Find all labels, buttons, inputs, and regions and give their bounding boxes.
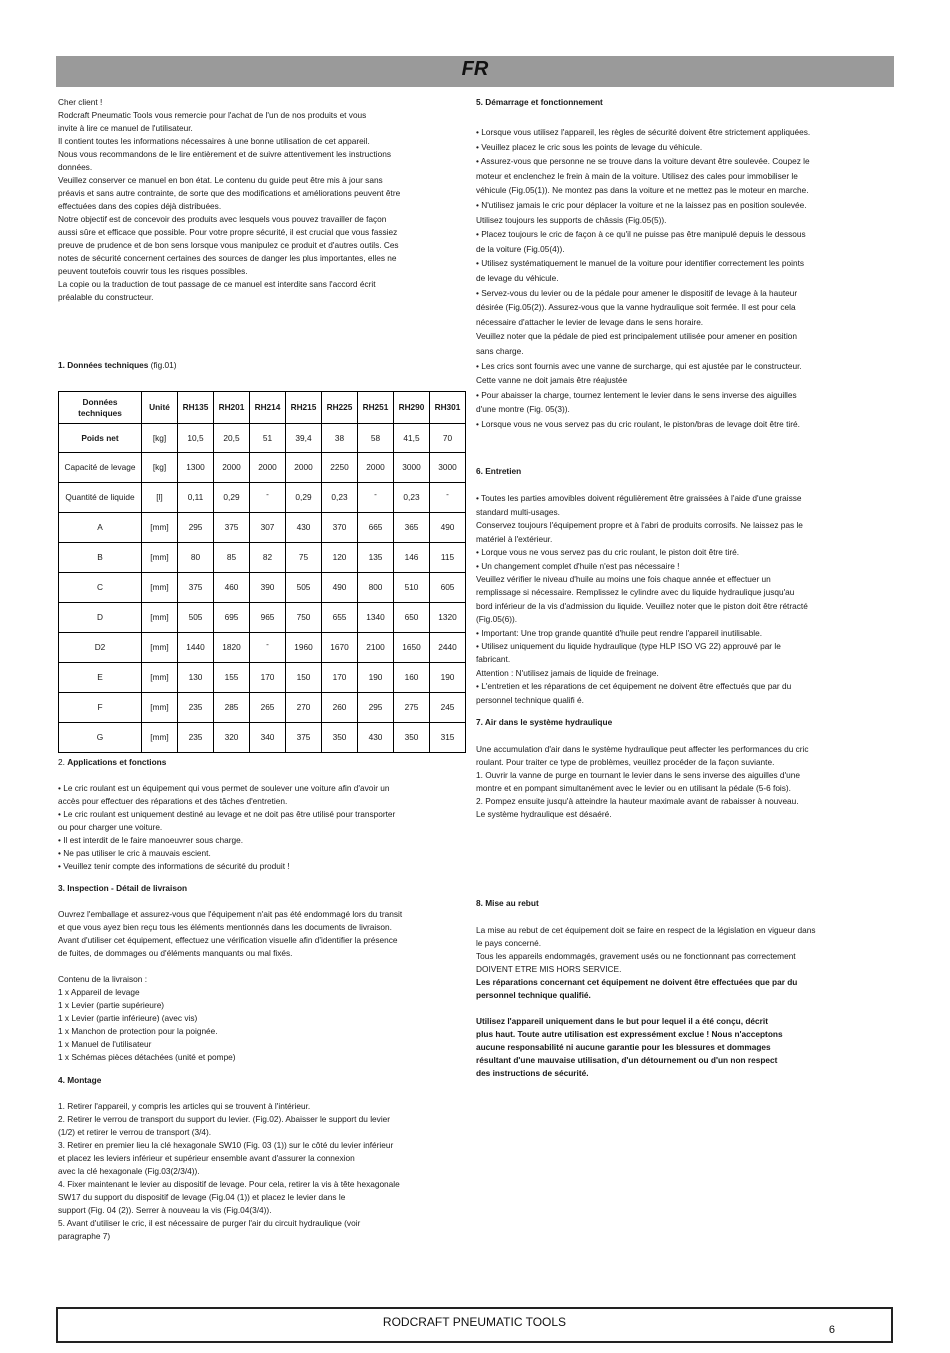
section-4-text (58, 1100, 468, 1243)
table-header-cell: RH301 (430, 392, 466, 424)
text-line: • Utilisez systématiquement le manuel de la voiture pour identifier correctement les points (476, 258, 805, 269)
unit-cell: [mm] (142, 603, 178, 633)
text-line: Conservez toujours l'équipement propre et à l'abri de produits corrosifs. Ne laissez pas le (476, 520, 803, 531)
value-cell: 375 (286, 723, 322, 753)
value-cell: - (250, 633, 286, 663)
value-cell: 1820 (214, 633, 250, 663)
text-line: paragraphe 7) (58, 1231, 111, 1241)
delivery-contents-list (58, 986, 468, 1064)
value-cell: - (250, 483, 286, 513)
text-line: personnel technique qualifi é. (476, 694, 584, 705)
section-6-heading: 6. Entretien (476, 466, 522, 477)
table-body (59, 424, 466, 753)
value-cell: 41,5 (394, 424, 430, 453)
value-cell: 340 (250, 723, 286, 753)
value-cell: 3000 (430, 453, 466, 483)
value-cell: 375 (214, 513, 250, 543)
value-cell: 2000 (250, 453, 286, 483)
row-label: F (59, 693, 142, 723)
value-cell: 190 (358, 663, 394, 693)
value-cell: 20,5 (214, 424, 250, 453)
value-cell: 0,11 (178, 483, 214, 513)
table-row (59, 543, 466, 573)
text-line: DOIVENT ETRE MIS HORS SERVICE. (476, 963, 622, 974)
text-line: standard multi-usages. (476, 506, 560, 517)
section-2-text (58, 782, 468, 873)
value-cell: 1320 (430, 603, 466, 633)
value-cell: 82 (250, 543, 286, 573)
technical-data-table (58, 391, 466, 753)
text-line: préalable du constructeur. (58, 292, 154, 302)
text-line: Le système hydraulique est désaéré. (476, 808, 612, 819)
text-line: roulant. Pour traiter ce type de problèmes, veuillez procéder de la façon suviante. (476, 756, 775, 767)
unit-cell: [mm] (142, 723, 178, 753)
text-line: Nous vous recommandons de le lire entièrement et de suivre attentivement les instructions (58, 149, 391, 159)
row-label: Poids net (59, 424, 142, 453)
text-line: Veuillez noter que la pédale de pied est principalement utilisée pour amener en position (476, 331, 798, 342)
text-line: montre et en pompant simultanément avec le levier ou en utilisant la pédale (5-6 fois). (476, 782, 791, 793)
value-cell: 2250 (322, 453, 358, 483)
table-header-cell: RH225 (322, 392, 358, 424)
value-cell: 245 (430, 693, 466, 723)
text-line: véhicule (Fig.05(1)). Ne montez pas dans la voiture et ne mettez pas le moteur en marche. (476, 185, 809, 196)
value-cell: 260 (322, 693, 358, 723)
text-line: moteur et enclenchez le frein à main de la voiture. Utilisez des cales pour immobiliser le (476, 170, 798, 181)
text-line: Ouvrez l'emballage et assurez-vous que l'équipement n'ait pas été endommagé lors du transit (58, 909, 403, 919)
value-cell: 58 (358, 424, 394, 453)
text-line: bord inférieur de la vis d'admission du liquide. Veuillez noter que le piston doit être rétracté (476, 600, 808, 611)
value-cell: 2000 (358, 453, 394, 483)
text-line: (Fig.05(6)). (476, 614, 518, 625)
section-8-bold-warning (476, 1015, 880, 1080)
value-cell: 75 (286, 543, 322, 573)
row-label: A (59, 513, 142, 543)
value-cell: 505 (286, 573, 322, 603)
text-line: le pays concerné. (476, 937, 542, 948)
value-cell: 750 (286, 603, 322, 633)
table-row (59, 663, 466, 693)
value-cell: 315 (430, 723, 466, 753)
table-row (59, 483, 466, 513)
text-line: Les réparations concernant cet équipement ne doivent être effectuées que par du (476, 976, 798, 987)
text-line: de levage du véhicule. (476, 272, 559, 283)
text-line: matériel à l'extérieur. (476, 533, 553, 544)
text-line: Une accumulation d'air dans le système hydraulique peut affecter les performances du cric (476, 743, 809, 754)
text-line: Veuillez conserver ce manuel en bon état. Le contenu du guide peut être mis à jour sans (58, 175, 383, 185)
footer-brand: RODCRAFT PNEUMATIC TOOLS (382, 1315, 567, 1329)
section-7-heading: 7. Air dans le système hydraulique (476, 716, 613, 727)
value-cell: 0,29 (286, 483, 322, 513)
value-cell: 430 (286, 513, 322, 543)
text-line: Avant d'utiliser cet équipement, effectuez une vérification visuelle afin d'identifier la présence (58, 935, 398, 945)
value-cell: 270 (286, 693, 322, 723)
text-line: sans charge. (476, 345, 524, 356)
value-cell: 350 (394, 723, 430, 753)
value-cell: 1440 (178, 633, 214, 663)
left-column-lower (58, 756, 468, 1243)
row-label: Quantité de liquide (59, 483, 142, 513)
value-cell: 510 (394, 573, 430, 603)
right-column (476, 96, 880, 1080)
value-cell: 120 (322, 543, 358, 573)
value-cell: 2000 (286, 453, 322, 483)
table-header-cell: Unité (142, 392, 178, 424)
section-2-heading: 2. Applications et fonctions (58, 757, 167, 767)
language-code: FR (461, 58, 489, 80)
unit-cell: [l] (142, 483, 178, 513)
value-cell: 160 (394, 663, 430, 693)
value-cell: 0,23 (322, 483, 358, 513)
text-line: 2. Retirer le verrou de transport du support du levier. (Fig.02). Abaisser le support du levier (58, 1114, 391, 1124)
text-line: effectuées dans des copies déjà distribuées. (58, 201, 222, 211)
text-line: • Toutes les parties amovibles doivent régulièrement être graissées à l'aide d'une graisse (476, 493, 802, 504)
value-cell: 505 (178, 603, 214, 633)
value-cell: 235 (178, 693, 214, 723)
text-line: La copie ou la traduction de tout passage de ce manuel est interdite sans l'accord écrit (58, 279, 376, 289)
text-line: • Pour abaisser la charge, tournez lentement le levier dans le sens inverse des aiguilles (476, 389, 797, 400)
value-cell: 10,5 (178, 424, 214, 453)
text-line: accès pour effectuer des réparations et des tâches d'entretien. (58, 796, 288, 806)
text-line: 1 x Manchon de protection pour la poignée. (58, 1026, 218, 1036)
text-line: données. (58, 162, 93, 172)
text-line: • Veuillez tenir compte des informations de sécurité du produit ! (58, 861, 290, 871)
text-line: • Assurez-vous que personne ne se trouve dans la voiture devant être soulevée. Coupez le (476, 156, 810, 167)
value-cell: 320 (214, 723, 250, 753)
value-cell: 0,29 (214, 483, 250, 513)
delivery-contents-title: Contenu de la livraison : (58, 974, 148, 984)
unit-cell: [mm] (142, 543, 178, 573)
text-line: Utilisez l'appareil uniquement dans le but pour lequel il a été conçu, décrit (476, 1015, 768, 1026)
text-line: • Les crics sont fournis avec une vanne de surcharge, qui est ajustée par le constructeur. (476, 360, 802, 371)
value-cell: 430 (358, 723, 394, 753)
table-header-cell: RH251 (358, 392, 394, 424)
row-label: E (59, 663, 142, 693)
text-line: • Le cric roulant est uniquement destiné au levage et ne doit pas être utilisé pour transporter (58, 809, 396, 819)
text-line: • Veuillez placez le cric sous les points de levage du véhicule. (476, 141, 703, 152)
value-cell: 390 (250, 573, 286, 603)
text-line: Tous les appareils endommagés, gravement usés ou ne fonctionnant pas correctement (476, 950, 796, 961)
language-header-bar (56, 56, 894, 87)
section-3-text (58, 908, 468, 960)
value-cell: 51 (250, 424, 286, 453)
table-header-cell: RH290 (394, 392, 430, 424)
text-line: 1 x Appareil de levage (58, 987, 140, 997)
text-line: ou pour charger une voiture. (58, 822, 163, 832)
text-line: de la voiture (Fig.05(4)). (476, 243, 565, 254)
value-cell: 1670 (322, 633, 358, 663)
table-header-cell: Données techniques (59, 392, 142, 424)
unit-cell: [kg] (142, 453, 178, 483)
text-line: 1 x Schémas pièces détachées (unité et pompe) (58, 1052, 236, 1062)
text-line: 1 x Levier (partie supérieure) (58, 1000, 165, 1010)
value-cell: 235 (178, 723, 214, 753)
unit-cell: [kg] (142, 424, 178, 453)
value-cell: 490 (322, 573, 358, 603)
value-cell: 375 (178, 573, 214, 603)
table-row (59, 693, 466, 723)
table-row (59, 513, 466, 543)
row-label: Capacité de levage (59, 453, 142, 483)
table-header-row (59, 392, 466, 424)
table-row (59, 424, 466, 453)
value-cell: 170 (250, 663, 286, 693)
row-label: D (59, 603, 142, 633)
text-line: • Lorsque vous utilisez l'appareil, les règles de sécurité doivent être strictement appliquées. (476, 127, 811, 137)
value-cell: 490 (430, 513, 466, 543)
text-line: aucune responsabilité ni aucune garantie pour les blessures et dommages (476, 1041, 771, 1052)
value-cell: 275 (394, 693, 430, 723)
value-cell: 3000 (394, 453, 430, 483)
row-label: G (59, 723, 142, 753)
value-cell: 295 (358, 693, 394, 723)
text-line: résultant d'une mauvaise utilisation, d'un détournement ou d'un non respect (476, 1054, 778, 1065)
unit-cell: [mm] (142, 513, 178, 543)
value-cell: 1650 (394, 633, 430, 663)
unit-cell: [mm] (142, 693, 178, 723)
text-line: 1 x Levier (partie inférieure) (avec vis) (58, 1013, 198, 1023)
value-cell: 965 (250, 603, 286, 633)
value-cell: 460 (214, 573, 250, 603)
text-line: 1. Retirer l'appareil, y compris les articles qui se trouvent à l'intérieur. (58, 1101, 311, 1111)
unit-cell: [mm] (142, 663, 178, 693)
text-line: 1. Ouvrir la vanne de purge en tournant le levier dans le sens inverse des aiguilles d'une (476, 769, 800, 780)
table-row (59, 723, 466, 753)
text-line: de fuites, de dommages ou d'éléments manquants ou mal fixés. (58, 948, 293, 958)
value-cell: 370 (322, 513, 358, 543)
text-line: notes de sécurité concernent certaines des sources de danger les plus importantes, elles ne (58, 253, 397, 263)
text-line: avec la clé hexagonale (Fig.03(2/3/4)). (58, 1166, 200, 1176)
row-label: D2 (59, 633, 142, 663)
value-cell: 2440 (430, 633, 466, 663)
text-line: • Placez toujours le cric de façon à ce qu'il ne puisse pas être manipulé depuis le dessous (476, 229, 806, 240)
value-cell: 170 (322, 663, 358, 693)
text-line: des instructions de sécurité. (476, 1067, 589, 1078)
value-cell: 1960 (286, 633, 322, 663)
table-header-cell: RH135 (178, 392, 214, 424)
table-header-cell: RH215 (286, 392, 322, 424)
value-cell: 1340 (358, 603, 394, 633)
text-line: support (Fig. 04 (2)). Serrer à nouveau la vis (Fig.04(3/4)). (58, 1205, 272, 1215)
text-line: • Il est interdit de le faire manoeuvrer sous charge. (58, 835, 244, 845)
text-line: 1 x Manuel de l'utilisateur (58, 1039, 152, 1049)
row-label: B (59, 543, 142, 573)
section-6-text (476, 492, 880, 707)
value-cell: 800 (358, 573, 394, 603)
table-row (59, 453, 466, 483)
text-line: 2. Pompez ensuite jusqu'à atteindre la hauteur maximale avant de rabaisser à nouveau. (476, 795, 799, 806)
value-cell: - (358, 483, 394, 513)
text-line: remplissage si nécessaire. Remplissez le cylindre avec du liquide hydraulique jusqu'au (476, 587, 795, 598)
table-row (59, 633, 466, 663)
value-cell: 135 (358, 543, 394, 573)
value-cell: 285 (214, 693, 250, 723)
value-cell: 146 (394, 543, 430, 573)
text-line: et placez les leviers inférieur et supérieur ensemble avant d'assurer la connexion (58, 1153, 355, 1163)
value-cell: 38 (322, 424, 358, 453)
text-line: Il contient toutes les informations nécessaires à une bonne utilisation de cet appareil. (58, 136, 370, 146)
text-line: Veuillez vérifier le niveau d'huile au moins une fois chaque année et effectuer un (476, 573, 771, 584)
text-line: Cher client ! (58, 97, 103, 107)
text-line: • Important: Une trop grande quantité d'huile peut rendre l'appareil inutilisable. (476, 627, 763, 638)
value-cell: 190 (430, 663, 466, 693)
text-line: Utilisez toujours les supports de châssis (Fig.05(5)). (476, 214, 667, 225)
text-line: • Servez-vous du levier ou de la pédale pour amener le dispositif de levage à la hauteur (476, 287, 798, 298)
text-line: d'une montre (Fig. 05(3)). (476, 404, 570, 415)
row-label: C (59, 573, 142, 603)
text-line: et que vous ayez bien reçu tous les éléments mentionnés dans les documents de livraison. (58, 922, 392, 932)
value-cell: 265 (250, 693, 286, 723)
text-line: invite à lire ce manuel de l'utilisateur. (58, 123, 193, 133)
table-header-cell: RH201 (214, 392, 250, 424)
value-cell: 665 (358, 513, 394, 543)
text-line: 5. Avant d'utiliser le cric, il est nécessaire de purger l'air du circuit hydraulique (voir (58, 1218, 361, 1228)
text-line: Attention : N'utilisez jamais de liquide de freinage. (476, 667, 659, 678)
value-cell: 295 (178, 513, 214, 543)
value-cell: 365 (394, 513, 430, 543)
text-line: personnel technique qualifié. (476, 989, 591, 1000)
value-cell: 70 (430, 424, 466, 453)
text-line: Rodcraft Pneumatic Tools vous remercie pour l'achat de l'un de nos produits et vous (58, 110, 367, 120)
text-line: aussi sûre et efficace que possible. Pour votre propre sécurité, il est crucial que vous fassiez (58, 227, 398, 237)
text-line: • Lorque vous ne vous servez pas du cric roulant, le piston doit être tiré. (476, 547, 740, 558)
intro-text (58, 96, 468, 304)
footer (56, 1307, 893, 1343)
value-cell: 85 (214, 543, 250, 573)
value-cell: - (430, 483, 466, 513)
text-line: La mise au rebut de cet équipement doit se faire en respect de la législation en vigueur dans (476, 924, 816, 935)
value-cell: 2100 (358, 633, 394, 663)
value-cell: 150 (286, 663, 322, 693)
text-line: désirée (Fig.05(2)). Assurez-vous que la vanne hydraulique soit fermée. Il est pour cela (476, 302, 796, 313)
value-cell: 307 (250, 513, 286, 543)
value-cell: 1300 (178, 453, 214, 483)
text-line: nécessaire d'attacher le levier de levage dans le sens horaire. (476, 316, 704, 327)
page-number: 6 (828, 1324, 835, 1336)
left-column (58, 96, 468, 372)
section-7-text (476, 743, 880, 821)
value-cell: 605 (430, 573, 466, 603)
text-line: 3. Retirer en premier lieu la clé hexagonale SW10 (Fig. 03 (1)) sur le côté du levier inférieur (58, 1140, 394, 1150)
text-line: Notre objectif est de concevoir des produits avec lesquels vous pouvez travailler de façon (58, 214, 387, 224)
value-cell: 80 (178, 543, 214, 573)
text-line: plus haut. Toute autre utilisation est expressément exclue ! Nous n'acceptons (476, 1028, 783, 1039)
value-cell: 655 (322, 603, 358, 633)
text-line: • Le cric roulant est un équipement qui vous permet de soulever une voiture afin d'avoir un (58, 783, 390, 793)
section-8-bold-notice (476, 976, 880, 1002)
value-cell: 350 (322, 723, 358, 753)
text-line: (1/2) et retirer le verrou de transport (3/4). (58, 1127, 212, 1137)
section-5-heading: 5. Démarrage et fonctionnement (476, 97, 603, 107)
text-line: • Utilisez uniquement du liquide hydraulique (type HLP ISO VG 22) approuvé par le (476, 640, 781, 651)
text-line: peuvent toutefois couvrir tous les risques possibles. (58, 266, 248, 276)
value-cell: 115 (430, 543, 466, 573)
text-line: Cette vanne ne doit jamais être réajustée (476, 375, 628, 386)
text-line: • Un changement complet d'huile n'est pas nécessaire ! (476, 560, 680, 571)
table-row (59, 603, 466, 633)
table-header-cell: RH214 (250, 392, 286, 424)
unit-cell: [mm] (142, 573, 178, 603)
value-cell: 2000 (214, 453, 250, 483)
section-8-text (476, 924, 880, 976)
value-cell: 695 (214, 603, 250, 633)
text-line: preuve de prudence et de bon sens lorsque vous manipulez ce produit et d'autres outils. Ces (58, 240, 399, 250)
value-cell: 155 (214, 663, 250, 693)
value-cell: 130 (178, 663, 214, 693)
text-line: • L'entretien et les réparations de cet équipement ne doivent être effectués que par du (476, 681, 792, 692)
section-1-heading: 1. Données techniques (fig.01) (58, 360, 177, 370)
text-line: fabricant. (476, 654, 511, 665)
text-line: • Lorsque vous ne vous servez pas du cric roulant, le piston/bras de levage doit être tiré. (476, 418, 800, 429)
table-row (59, 573, 466, 603)
section-5-text (476, 125, 880, 431)
text-line: SW17 du support du dispositif de levage (Fig.04 (1)) et placez le levier dans le (58, 1192, 346, 1202)
section-4-heading: 4. Montage (58, 1075, 102, 1085)
section-3-heading: 3. Inspection - Détail de livraison (58, 883, 188, 893)
text-line: • Ne pas utiliser le cric à mauvais escient. (58, 848, 211, 858)
unit-cell: [mm] (142, 633, 178, 663)
text-line: • N'utilisez jamais le cric pour déplacer la voiture et ne la laissez pas en position soulevée. (476, 199, 807, 210)
section-8-heading: 8. Mise au rebut (476, 897, 539, 908)
text-line: 4. Fixer maintenant le levier au dispositif de levage. Pour cela, retirer la vis à tête hexagonale (58, 1179, 400, 1189)
text-line: préavis et sans autre contrainte, de sorte que des modifications et améliorations peuvent être (58, 188, 401, 198)
value-cell: 650 (394, 603, 430, 633)
value-cell: 0,23 (394, 483, 430, 513)
value-cell: 39,4 (286, 424, 322, 453)
